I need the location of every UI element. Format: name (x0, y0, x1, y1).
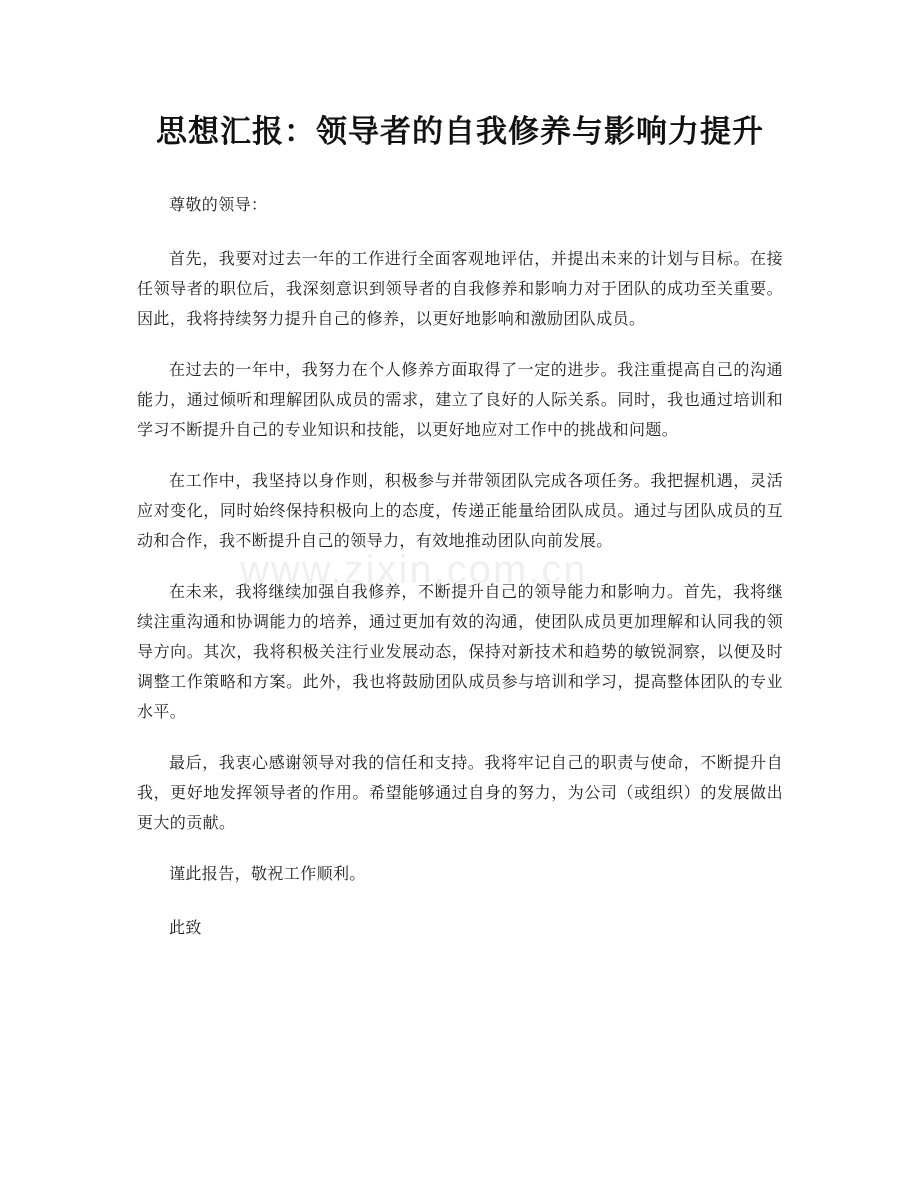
sign-off: 此致 (169, 918, 202, 937)
paragraph-2: 在过去的一年中，我努力在个人修养方面取得了一定的进步。我注重提高自己的沟通能力，通过倾听和理解团队成员的需求，建立了良好的人际关系。同时，我也通过培训和学习不断提升自己的专业知识和技能，以更好地应对工作中的挑战和问题。 (137, 360, 783, 439)
paragraph-1: 首先，我要对过去一年的工作进行全面客观地评估，并提出未来的计划与目标。在接任领导者的职位后，我深刻意识到领导者的自我修养和影响力对于团队的成功至关重要。因此，我将持续努力提升自己的修养，以更好地影响和激励团队成员。 (137, 249, 783, 328)
watermark: www.zixin.com.cn (240, 548, 588, 592)
closing-line: 谨此报告，敬祝工作顺利。 (169, 864, 366, 883)
document-body (137, 190, 783, 943)
paragraph-4: 在未来，我将继续加强自我修养，不断提升自己的领导能力和影响力。首先，我将继续注重沟通和协调能力的培养，通过更加有效的沟通，使团队成员更加理解和认同我的领导方向。其次，我将积极关注行业发展动态，保持对新技术和趋势的敏锐洞察，以便及时调整工作策略和方案。此外，我也将鼓励团队成员参与培训和学习，提高整体团队的专业水平。 (137, 582, 783, 721)
paragraph-5: 最后，我衷心感谢领导对我的信任和支持。我将牢记自己的职责与使命，不断提升自我，更好地发挥领导者的作用。希望能够通过自身的努力，为公司（或组织）的发展做出更大的贡献。 (137, 753, 783, 832)
salutation: 尊敬的领导： (169, 195, 268, 214)
paragraph-3: 在工作中，我坚持以身作则，积极参与并带领团队完成各项任务。我把握机遇，灵活应对变化，同时始终保持积极向上的态度，传递正能量给团队成员。通过与团队成员的互动和合作，我不断提升自己的领导力，有效地推动团队向前发展。 (137, 471, 783, 550)
document-title: 思想汇报：领导者的自我修养与影响力提升 (156, 114, 764, 150)
